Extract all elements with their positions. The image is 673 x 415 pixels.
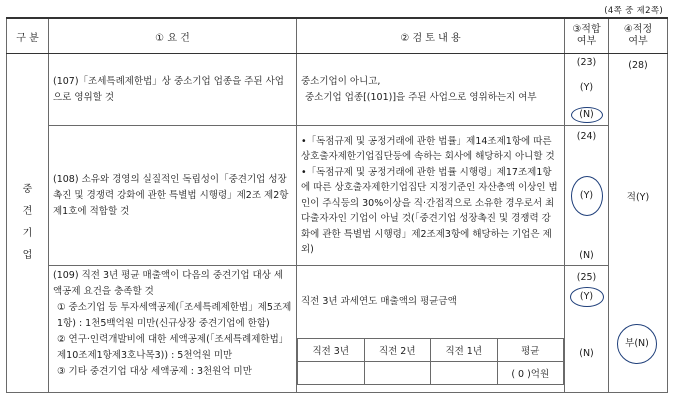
item-number: (25) bbox=[576, 272, 597, 283]
no-option[interactable]: (N) bbox=[579, 249, 594, 261]
selected-no-circle[interactable]: (N) bbox=[571, 107, 603, 123]
sub-header-2yrs: 직전 2년 bbox=[364, 339, 431, 362]
sales-2yrs-value[interactable] bbox=[364, 362, 431, 385]
review-107: 중소기업이 아니고, 중소기업 업종[(101)]을 주된 사업으로 영위하는지 여부 bbox=[297, 54, 565, 126]
sub-header-1yr: 직전 1년 bbox=[431, 339, 498, 362]
item-number: (24) bbox=[576, 130, 597, 142]
header-adequacy: ④적정 여부 bbox=[609, 18, 668, 54]
compliance-cell-24 bbox=[565, 126, 609, 266]
selected-no-final-circle[interactable]: 부(N) bbox=[617, 324, 657, 364]
header-review: ② 검 토 내 용 bbox=[297, 18, 565, 54]
sub-header-3yrs: 직전 3년 bbox=[298, 339, 365, 362]
no-option[interactable]: (N) bbox=[579, 348, 594, 359]
review-108 bbox=[297, 126, 565, 266]
sales-average-subtable bbox=[297, 338, 564, 385]
selected-yes-circle[interactable]: (Y) bbox=[570, 287, 604, 307]
header-requirement: ① 요 건 bbox=[49, 18, 297, 54]
compliance-cell-25 bbox=[565, 266, 609, 393]
review-109-text: 직전 3년 과세연도 매출액의 평균금액 bbox=[301, 296, 457, 307]
compliance-cell-23 bbox=[565, 54, 609, 126]
sales-1yr-value[interactable] bbox=[431, 362, 498, 385]
yes-option[interactable]: (Y) bbox=[579, 81, 594, 93]
midsize-company-requirement-table bbox=[6, 17, 668, 393]
header-compliance: ③적합 여부 bbox=[565, 18, 609, 54]
adequacy-result-mid: 적(Y) bbox=[609, 126, 668, 266]
review-108-item-b: •「독점규제 및 공정거래에 관한 법률 시행령」제17조제1항에 따른 상호출자제한기업집단 지정기준인 자산총액 이상인 법인이 주식등의 30%이상을 직·간접적으로 소유한 경우로서 최다출자자인 기업이 아닐 것(「중견기업 성장촉진 및 경쟁력 강화에 관한 특별법 시행령」제2조제3항에 해당하는 기업은 제외) bbox=[301, 166, 558, 255]
review-108-item-a: •「독점규제 및 공정거래에 관한 법률」제14조제1항에 따른 상호출자제한기업집단등에 속하는 회사에 해당하지 아니할 것 bbox=[301, 135, 555, 162]
item-number: (23) bbox=[576, 56, 597, 68]
page-count-note: (4쪽 중 제2쪽) bbox=[604, 6, 663, 16]
requirement-109: (109) 직전 3년 평균 매출액이 다음의 중견기업 대상 세액공제 요건을 충족할 것 ① 중소기업 등 투자세액공제(「조세특례제한법」제5조제1항) : 1천5백억원 미만(신규상장 중견기업에 한함) ② 연구·인력개발비에 대한 세액공제(「조세특례제한법」제10조제1항제3호나목3)) : 5천억원 미만 ③ 기타 중견기업 대상 세액공제 : 3천원억 미만 bbox=[49, 266, 297, 393]
selected-yes-circle[interactable]: (Y) bbox=[571, 176, 603, 216]
adequacy-final-cell bbox=[609, 266, 668, 393]
header-category: 구 분 bbox=[7, 18, 49, 54]
review-109 bbox=[297, 266, 565, 393]
sales-average-value[interactable]: ( 0 )억원 bbox=[497, 362, 564, 385]
category-midsize-company: 중 견 기 업 bbox=[7, 54, 49, 393]
requirement-107: (107)「조세특례제한법」상 중소기업 업종을 주된 사업으로 영위할 것 bbox=[49, 54, 297, 126]
sub-header-average: 평균 bbox=[497, 339, 564, 362]
adequacy-28: (28) bbox=[609, 54, 668, 126]
sales-3yrs-value[interactable] bbox=[298, 362, 365, 385]
requirement-108: (108) 소유와 경영의 실질적인 독립성이「중견기업 성장촉진 및 경쟁력 강화에 관한 특별법 시행령」제2조 제2항제1호에 적합할 것 bbox=[49, 126, 297, 266]
